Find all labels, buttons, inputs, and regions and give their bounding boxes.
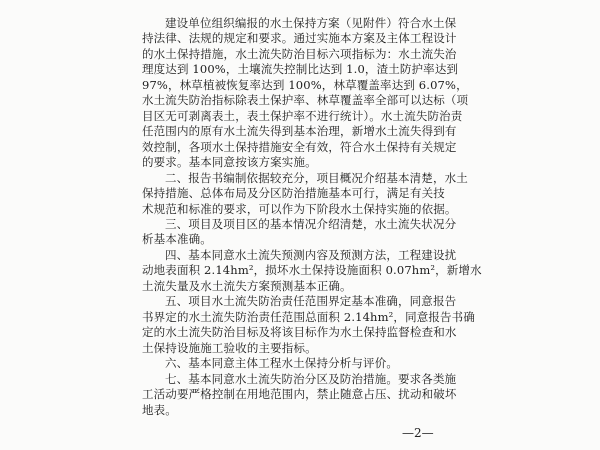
paragraph-3-start: 三、项目及项目区的基本情况介绍清楚，水土流失状况分 <box>165 217 457 231</box>
text-line: 术规范和标准的要求，可以作为下阶段水土保持实施的依据。 <box>142 201 457 216</box>
text-line: 保持措施、总体布局及分区防治措施基本可行，满足有关技 <box>142 186 445 201</box>
page-number: —2— <box>402 426 434 440</box>
text-line: 建设单位组织编报的水土保持方案（见附件）符合水土保 <box>165 16 457 30</box>
text-line: 的要求。基本同意按该方案实施。 <box>142 155 317 170</box>
text-line: 效控制，各项水土保持措施安全有效，符合水土保持有关规定 <box>142 139 457 154</box>
paragraph-4-start: 四、基本同意水土流失预测内容及预测方法，工程建设扰 <box>165 247 457 262</box>
text-line: 动地表面积 2.14hm²，损坏水土保持设施面积 0.07hm²，新增水 <box>142 263 482 278</box>
text-line: 持法律、法规的规定和要求。通过实施本方案及主体工程设计 <box>142 31 457 46</box>
paragraph-2-start: 二、报告书编制依据较充分，项目概况介绍基本清楚，水土 <box>165 170 468 185</box>
text-line: 理度达到 100%，土壤流失控制比达到 1.0，渣土防护率达到 <box>142 62 459 77</box>
text-line: 析基本准确。 <box>142 232 212 247</box>
text-line: 土流失量及水土流失方案预测基本正确。 <box>142 278 352 293</box>
text-line: 的水土保持措施，水土流失防治目标六项指标为：水土流失治 <box>142 46 457 61</box>
text-line: 书界定的水土流失防治责任范围总面积 2.14hm²，同意报告书确 <box>142 309 475 324</box>
paragraph-6-start: 六、基本同意主体工程水土保持分析与评价。 <box>165 356 398 371</box>
text-line: 任范围内的原有水土流失得到基本治理，新增水土流失得到有 <box>142 124 457 139</box>
text-line: 工活动要严格控制在用地范围内，禁止随意占压、扰动和破坏 <box>142 387 457 402</box>
text-line: 土保持设施施工验收的主要指标。 <box>142 340 317 355</box>
text-line: 地表。 <box>142 402 177 417</box>
text-line: 目区无可剥离表土，表土保护率不进行统计）。水土流失防治责 <box>142 108 463 123</box>
text-line: 水土流失防治指标除表土保护率、林草覆盖率全部可以达标（项 <box>142 93 469 108</box>
paragraph-5-start: 五、项目水土流失防治责任范围界定基本准确，同意报告 <box>165 294 457 309</box>
text-line: 定的水土流失防治目标及将该目标作为水土保持监督检查和水 <box>142 325 457 340</box>
text-line: 97%，林草植被恢复率达到 100%，林草覆盖率达到 6.07%， <box>142 77 468 92</box>
paragraph-7-start: 七、基本同意水土流失防治分区及防治措施。要求各类施 <box>165 371 457 386</box>
